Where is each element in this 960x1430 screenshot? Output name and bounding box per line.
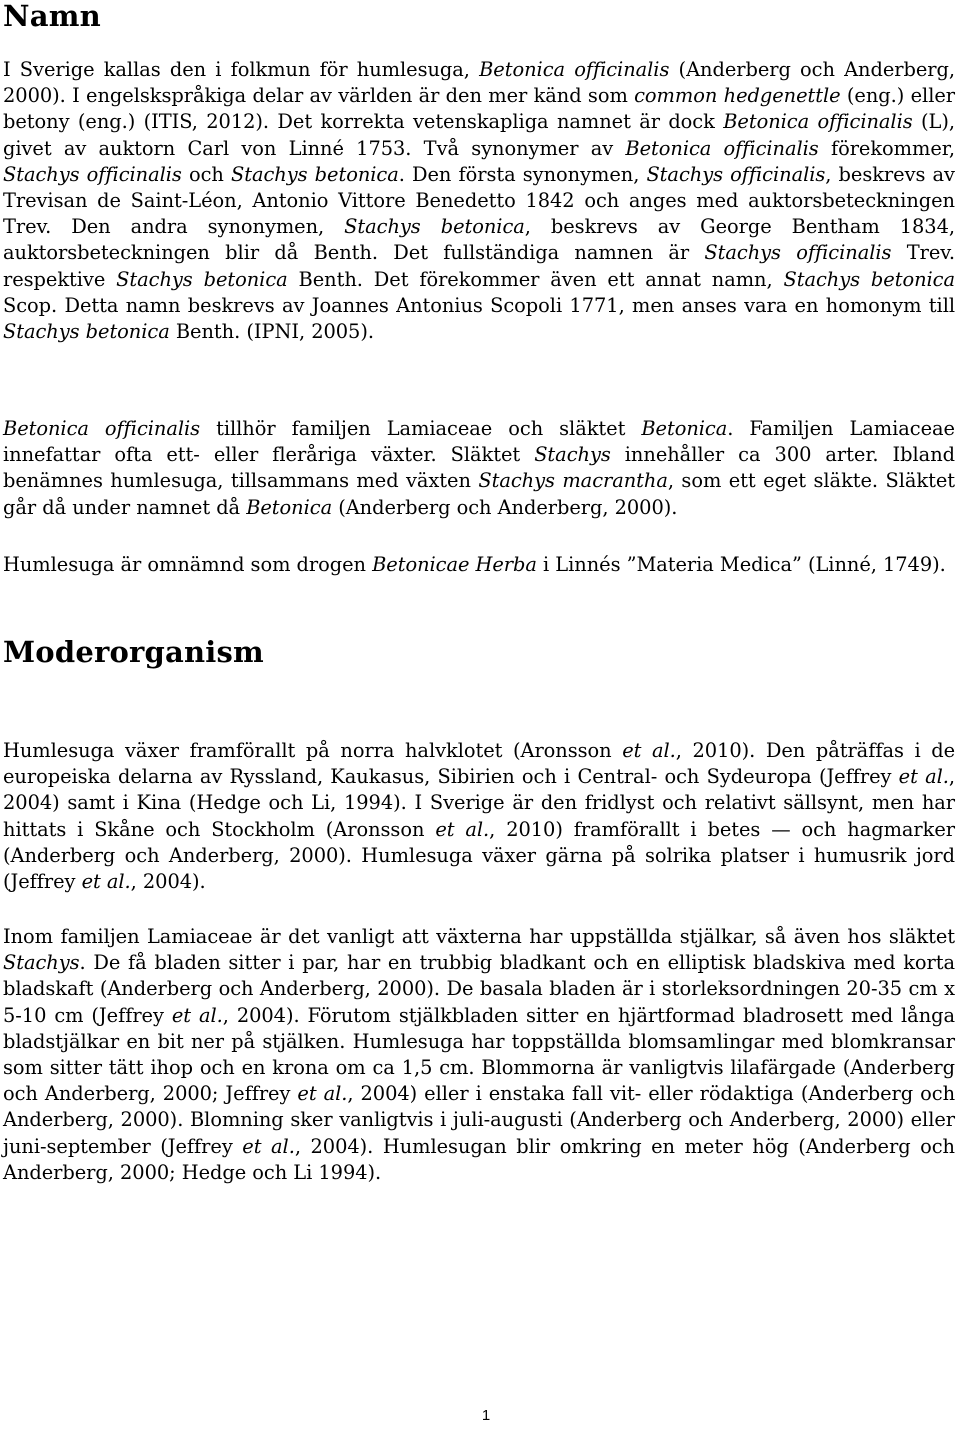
italic-term: Betonica officinalis xyxy=(723,110,913,134)
page-number: 1 xyxy=(481,1407,491,1424)
italic-term: Stachys xyxy=(534,443,611,467)
italic-term: Betonica officinalis xyxy=(479,58,670,81)
section-heading-namn: Namn xyxy=(3,0,101,33)
italic-term: Stachys betonica xyxy=(231,162,399,186)
italic-term: Betonica officinalis xyxy=(625,136,819,160)
italic-term: Stachys macrantha xyxy=(478,469,668,493)
paragraph-materia-medica: Humlesuga är omnämnd som drogen Betonicae Herba i Linnés ”Materia Medica” (Linné, 1749). xyxy=(3,553,946,576)
italic-term: Stachys betonica xyxy=(116,267,288,291)
paragraph-distribution: Humlesuga växer framförallt på norra halvklotet (Aronsson et al., 2010). Den påträffas i de europeiska delarna av Ryssland, Kaukasus, Sibirien och i Central- och Sydeuropa (Jeffrey et al., 2004) samt i Kina (Hedge och Li, 1994). I Sverige är den fridlyst och relativt sällsynt, men har hittats i Skåne och Stockholm (Aronsson et al., 2010) framförallt i betes — och hagmarker (Anderberg och Anderberg, 2000). Humlesuga växer gärna på solrika platser i humusrik jord (Jeffrey et al., 2004). xyxy=(3,739,956,894)
italic-term: Betonica xyxy=(246,495,333,519)
italic-term: et al. xyxy=(622,739,676,762)
italic-term: et al. xyxy=(242,1134,295,1158)
italic-term: Stachys officinalis xyxy=(704,241,892,265)
italic-term: Stachys betonica xyxy=(783,267,955,291)
italic-term: common hedgenettle xyxy=(634,84,841,108)
italic-term: Stachys betonica xyxy=(344,215,525,239)
italic-term: Stachys officinalis xyxy=(3,162,182,186)
italic-term: Stachys betonica xyxy=(3,320,170,344)
paragraph-name-synonyms: I Sverige kallas den i folkmun för humlesuga, Betonica officinalis (Anderberg och Anderberg, 2000). I engelskspråkiga delar av världen är den mer känd som common hedgenettle (eng.) eller betony (eng.) (ITIS, 2012). Det korrekta vetenskapliga namnet är dock Betonica officinalis (L), givet av auktorn Carl von Linné 1753. Två synonymer av Betonica officinalis förekommer, Stachys officinalis och Stachys betonica. Den första synonymen, Stachys officinalis, beskrevs av Trevisan de Saint-Léon, Antonio Vittore Benedetto 1842 och anges med auktorsbeteckningen Trev. Den andra synonymen, Stachys betonica, beskrevs av George Bentham 1834, auktorsbeteckningen blir då Benth. Det fullständiga namnen är Stachys officinalis Trev. respektive Stachys betonica Benth. Det förekommer även ett annat namn, Stachys betonica Scop. Detta namn beskrevs av Joannes Antonius Scopoli 1771, men anses vara en homonym till Stachys betonica Benth. (IPNI, 2005). xyxy=(3,58,955,344)
paragraph-family-genus: Betonica officinalis tillhör familjen Lamiaceae och släktet Betonica. Familjen Lamiaceae innefattar ofta ett- eller fleråriga växter. Släktet Stachys innehåller ca 300 arter. Ibland benämnes humlesuga, tillsammans med växten Stachys macrantha, som ett eget släkte. Släktet går då under namnet då Betonica (Anderberg och Anderberg, 2000). xyxy=(3,417,955,519)
italic-term: Betonicae Herba xyxy=(372,553,537,576)
italic-term: Stachys xyxy=(3,951,80,975)
italic-term: et al. xyxy=(81,870,131,894)
italic-term: et al. xyxy=(898,765,949,789)
paragraph-morphology: Inom familjen Lamiaceae är det vanligt att växterna har uppställda stjälkar, så även hos släktet Stachys. De få bladen sitter i par, har en trubbig bladkant och en elliptisk bladskiva med korta bladskaft (Anderberg och Anderberg, 2000). De basala bladen är i storleksordningen 20-35 cm x 5-10 cm (Jeffrey et al., 2004). Förutom stjälkbladen sitter en hjärtformad bladrosett med långa bladstjälkar en bit ner på stjälken. Humlesuga har toppställda blomsamlingar med blomkransar som sitter tätt ihop och en krona om ca 1,5 cm. Blommorna är vanligtvis lilafärgade (Anderberg och Anderberg, 2000; Jeffrey et al., 2004) eller i enstaka fall vit- eller rödaktiga (Anderberg och Anderberg, 2000). Blomning sker vanligtvis i juli-augusti (Anderberg och Anderberg, 2000) eller juni-september (Jeffrey et al., 2004). Humlesugan blir omkring en meter hög (Anderberg och Anderberg, 2000; Hedge och Li 1994). xyxy=(3,925,956,1184)
italic-term: et al. xyxy=(435,817,490,841)
italic-term: Betonica xyxy=(641,417,728,440)
italic-term: et al. xyxy=(297,1082,348,1106)
italic-term: et al. xyxy=(171,1003,223,1027)
italic-term: Stachys officinalis xyxy=(646,162,826,186)
section-heading-moderorganism: Moderorganism xyxy=(3,635,264,669)
italic-term: Betonica officinalis xyxy=(3,417,201,440)
